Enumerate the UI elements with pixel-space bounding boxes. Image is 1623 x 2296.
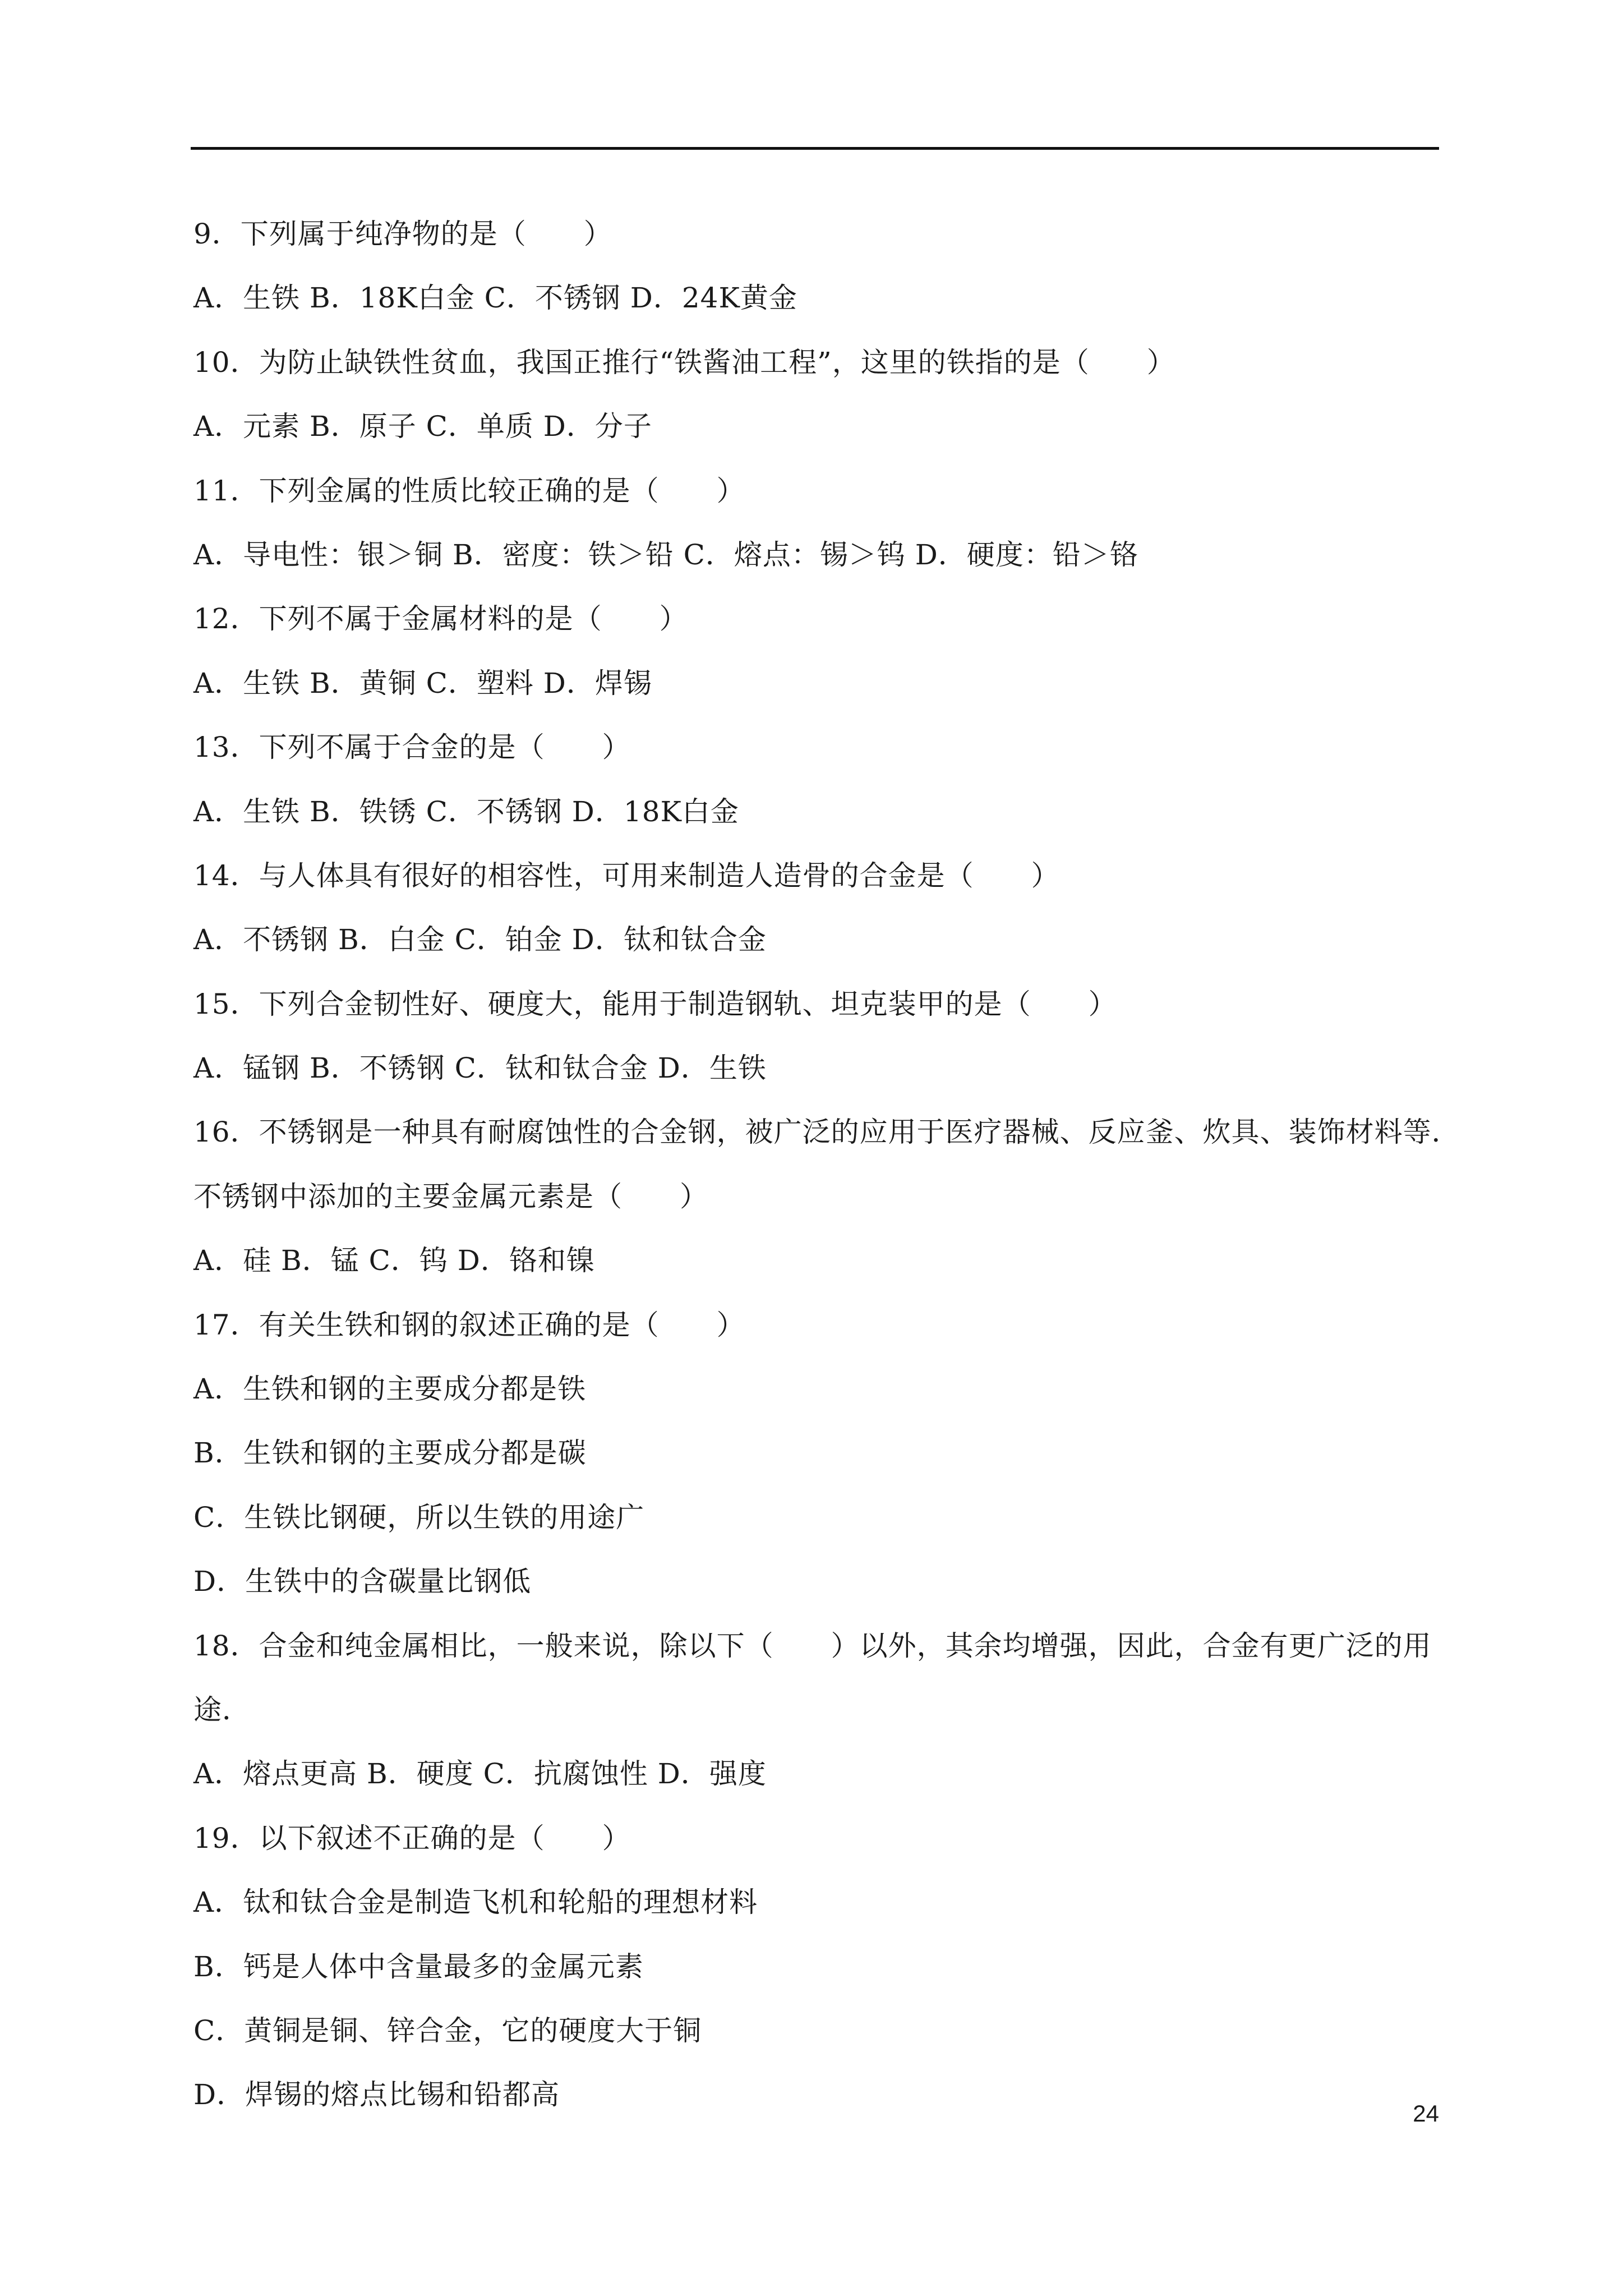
question-19-option-b: B．钙是人体中含量最多的金属元素 [193,1950,644,1983]
question-12: 12．下列不属于金属材料的是（ ） [193,602,688,636]
question-15: 15．下列合金韧性好、硬度大，能用于制造钢轨、坦克装甲的是（ ） [193,987,1117,1020]
question-19-option-d: D．焊锡的熔点比锡和铅都高 [193,2078,560,2111]
question-10-options: A．元素 B．原子 C．单质 D．分子 [193,410,652,443]
header-rule [191,147,1439,150]
question-10: 10．为防止缺铁性贫血，我国正推行“铁酱油工程”，这里的铁指的是（ ） [193,346,1175,379]
question-16-continued: 不锈钢中添加的主要金属元素是（ ） [193,1180,708,1213]
question-18: 18．合金和纯金属相比，一般来说，除以下（ ）以外，其余均增强，因此，合金有更广泛的用 [193,1629,1432,1662]
question-17-option-c: C．生铁比钢硬，所以生铁的用途广 [193,1501,645,1534]
question-19-option-c: C．黄铜是铜、锌合金，它的硬度大于铜 [193,2014,702,2047]
question-17-option-b: B．生铁和钢的主要成分都是碳 [193,1437,587,1470]
question-16: 16．不锈钢是一种具有耐腐蚀性的合金钢，被广泛的应用于医疗器械、反应釜、炊具、装饰材料等． [193,1116,1460,1149]
question-13-options: A．生铁 B．铁锈 C．不锈钢 D．18K白金 [193,795,739,828]
question-17-option-d: D．生铁中的含碳量比钢低 [193,1565,532,1598]
question-17: 17．有关生铁和钢的叙述正确的是（ ） [193,1308,745,1341]
question-14-options: A．不锈钢 B．白金 C．铂金 D．钛和钛合金 [193,923,767,956]
question-18-continued: 途． [193,1693,251,1726]
question-14: 14．与人体具有很好的相容性，可用来制造人造骨的合金是（ ） [193,859,1060,892]
question-11-options: A．导电性：银＞铜 B．密度：铁＞铅 C．熔点：锡＞钨 D．硬度：铅＞铬 [193,538,1138,571]
question-content [193,202,1460,2127]
question-16-options: A．硅 B．锰 C．钨 D．铬和镍 [193,1244,595,1277]
question-15-options: A．锰钢 B．不锈钢 C．钛和钛合金 D．生铁 [193,1052,767,1085]
question-9: 9．下列属于纯净物的是（ ） [193,218,612,250]
question-17-option-a: A．生铁和钢的主要成分都是铁 [193,1373,587,1406]
page-number: 24 [1413,2100,1439,2127]
question-11: 11．下列金属的性质比较正确的是（ ） [193,474,745,507]
question-12-options: A．生铁 B．黄铜 C．塑料 D．焊锡 [193,666,652,700]
question-19-option-a: A．钛和钛合金是制造飞机和轮船的理想材料 [193,1886,758,1919]
question-13: 13．下列不属于合金的是（ ） [193,731,631,764]
question-9-options: A．生铁 B．18K白金 C．不锈钢 D．24K黄金 [193,282,797,315]
question-18-options: A．熔点更高 B．硬度 C．抗腐蚀性 D．强度 [193,1757,767,1791]
question-19: 19．以下叙述不正确的是（ ） [193,1821,631,1855]
